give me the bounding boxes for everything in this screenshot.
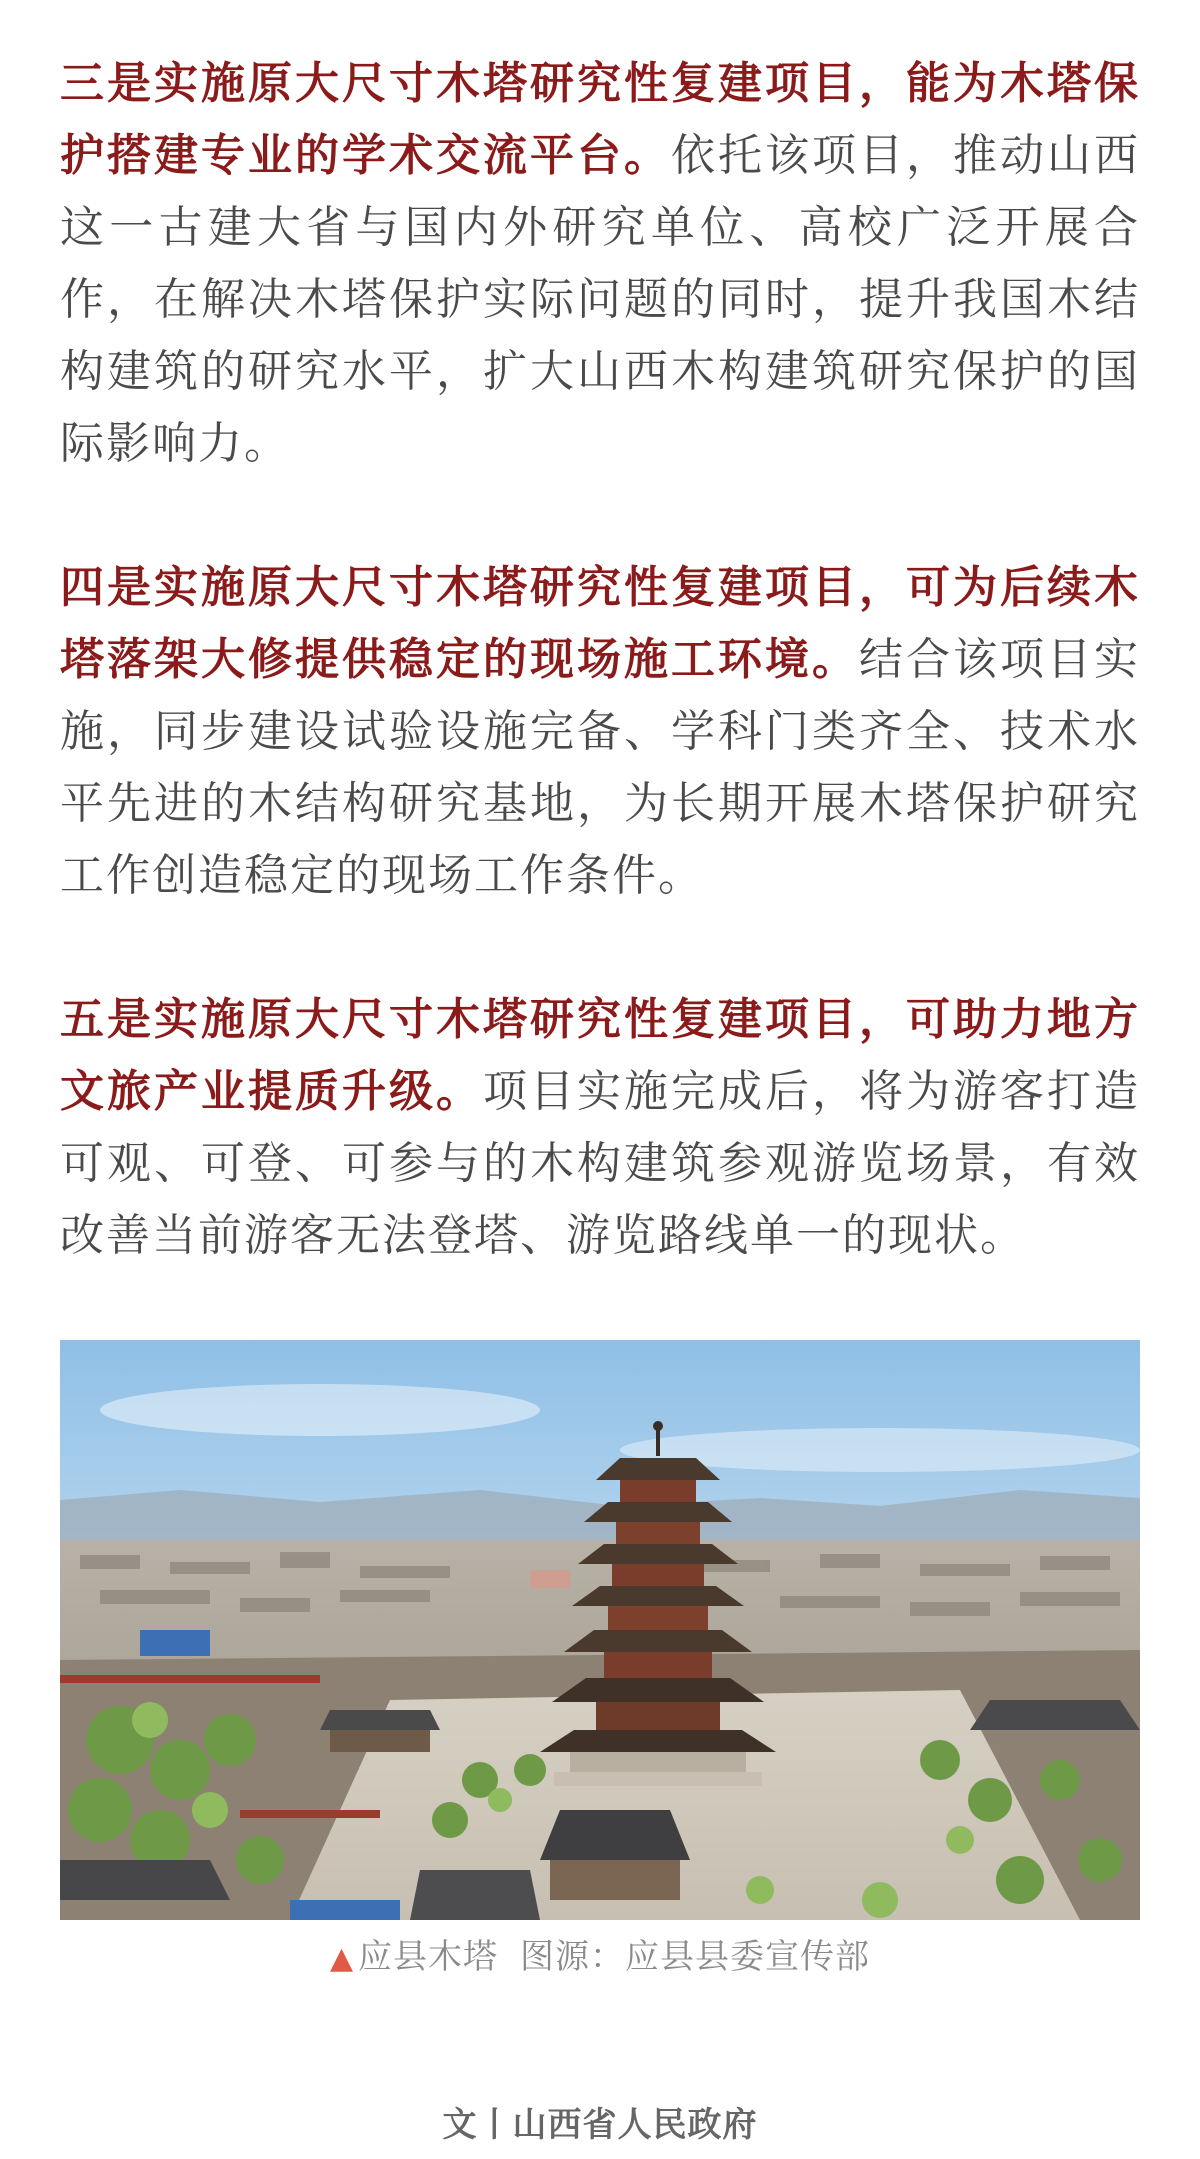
caption-source: 图源：应县县委宣传部 [520,1937,871,1977]
paragraph-lead: 五是实施原大尺寸木塔研究性复建项目，可助力地方文旅产业提质升级。 [60,994,1140,1117]
paragraph-three [60,48,1140,480]
paragraph-text: 结合该项目实施，同步建设试验设施完备、学科门类齐全、技术水平先进的木结构研究基地，为长期开展木塔保护研究工作创造稳定的现场工作条件。 [60,634,1140,901]
paragraph-four [60,552,1140,912]
pagoda-photo-illustration [60,1340,1140,1920]
paragraph-five [60,984,1140,1272]
pagoda-photo [60,1340,1140,1920]
paragraph-text: 依托该项目，推动山西这一古建大省与国内外研究单位、高校广泛开展合作，在解决木塔保护实际问题的同时，提升我国木结构建筑的研究水平，扩大山西木构建筑研究保护的国际影响力。 [60,130,1140,469]
article-credit: 文丨山西省人民政府 [442,2105,758,2145]
paragraph-text: 项目实施完成后，将为游客打造可观、可登、可参与的木构建筑参观游览场景，有效改善当前游客无法登塔、游览路线单一的现状。 [60,1066,1140,1261]
triangle-icon: ▲ [329,1941,355,1976]
caption-subject: 应县木塔 [358,1937,499,1977]
photo-caption [0,1932,1200,1984]
paragraph-lead: 四是实施原大尺寸木塔研究性复建项目，可为后续木塔落架大修提供稳定的现场施工环境。 [60,562,1140,685]
article-body [60,48,1140,1272]
paragraph-lead: 三是实施原大尺寸木塔研究性复建项目，能为木塔保护搭建专业的学术交流平台。 [60,58,1140,181]
